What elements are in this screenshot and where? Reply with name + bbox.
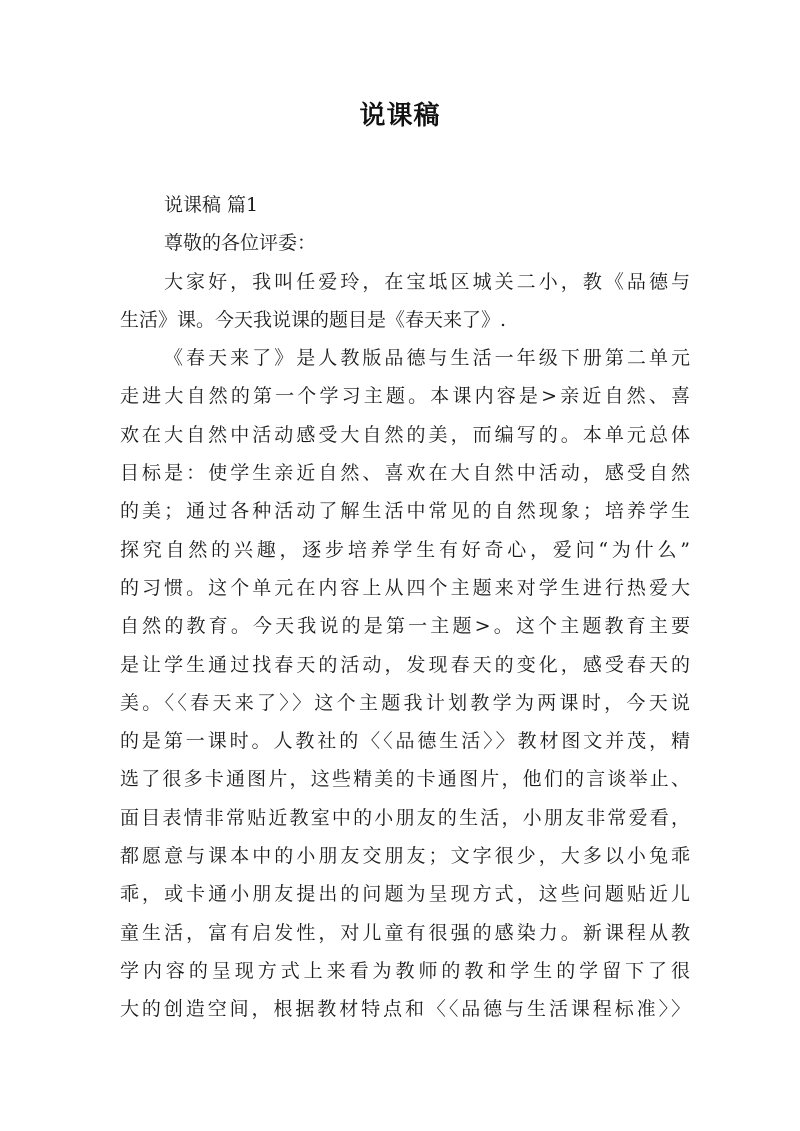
paragraph-line: 生活》课。今天我说课的题目是《春天来了》.: [120, 308, 507, 331]
paragraph-line: 大的创造空间，根据教材特点和〈〈品德与生活课程标准〉〉: [120, 998, 690, 1021]
paragraph-line: 学内容的呈现方式上来看为教师的教和学生的学留下了很: [120, 959, 690, 982]
paragraph-line: 欢在大自然中活动感受大自然的美，而编写的。本单元总体: [120, 423, 690, 446]
salutation-line: 尊敬的各位评委：: [164, 232, 317, 255]
paragraph-line: 大家好，我叫任爱玲，在宝坻区城关二小，教《品德与: [164, 270, 690, 293]
document-title: 说课稿: [359, 101, 441, 131]
section-heading: 说课稿 篇1: [164, 194, 259, 216]
paragraph-line: 的习惯。这个单元在内容上从四个主题来对学生进行热爱大: [120, 576, 690, 599]
paragraph-line: 美。〈〈春天来了〉〉这个主题我计划教学为两课时，今天说: [120, 691, 690, 714]
paragraph-line: 走进大自然的第一个学习主题。本课内容是>亲近自然、喜: [120, 385, 690, 408]
paragraph-line: 《春天来了》是人教版品德与生活一年级下册第二单元: [164, 347, 690, 370]
paragraph-line: 都愿意与课本中的小朋友交朋友；文字很少，大多以小兔乖: [120, 845, 690, 868]
document-body: [120, 186, 690, 1029]
paragraph-line: 的美；通过各种活动了解生活中常见的自然现象；培养学生: [120, 500, 690, 523]
paragraph-line: 乖，或卡通小朋友提出的问题为呈现方式，这些问题贴近儿: [120, 883, 690, 906]
paragraph-line: 童生活，富有启发性，对儿童有很强的感染力。新课程从教: [120, 921, 690, 944]
paragraph-line: 选了很多卡通图片，这些精美的卡通图片，他们的言谈举止、: [120, 768, 690, 791]
paragraph-line: 探究自然的兴趣，逐步培养学生有好奇心，爱问“为什么”: [120, 538, 690, 561]
paragraph-line: 是让学生通过找春天的活动，发现春天的变化，感受春天的: [120, 653, 690, 676]
paragraph-line: 的是第一课时。人教社的〈〈品德生活〉〉教材图文并茂，精: [120, 730, 690, 753]
paragraph-line: 自然的教育。今天我说的是第一主题>。这个主题教育主要: [120, 615, 690, 638]
paragraph-line: 目标是：使学生亲近自然、喜欢在大自然中活动，感受自然: [120, 462, 690, 485]
paragraph-line: 面目表情非常贴近教室中的小朋友的生活，小朋友非常爱看，: [120, 806, 690, 829]
